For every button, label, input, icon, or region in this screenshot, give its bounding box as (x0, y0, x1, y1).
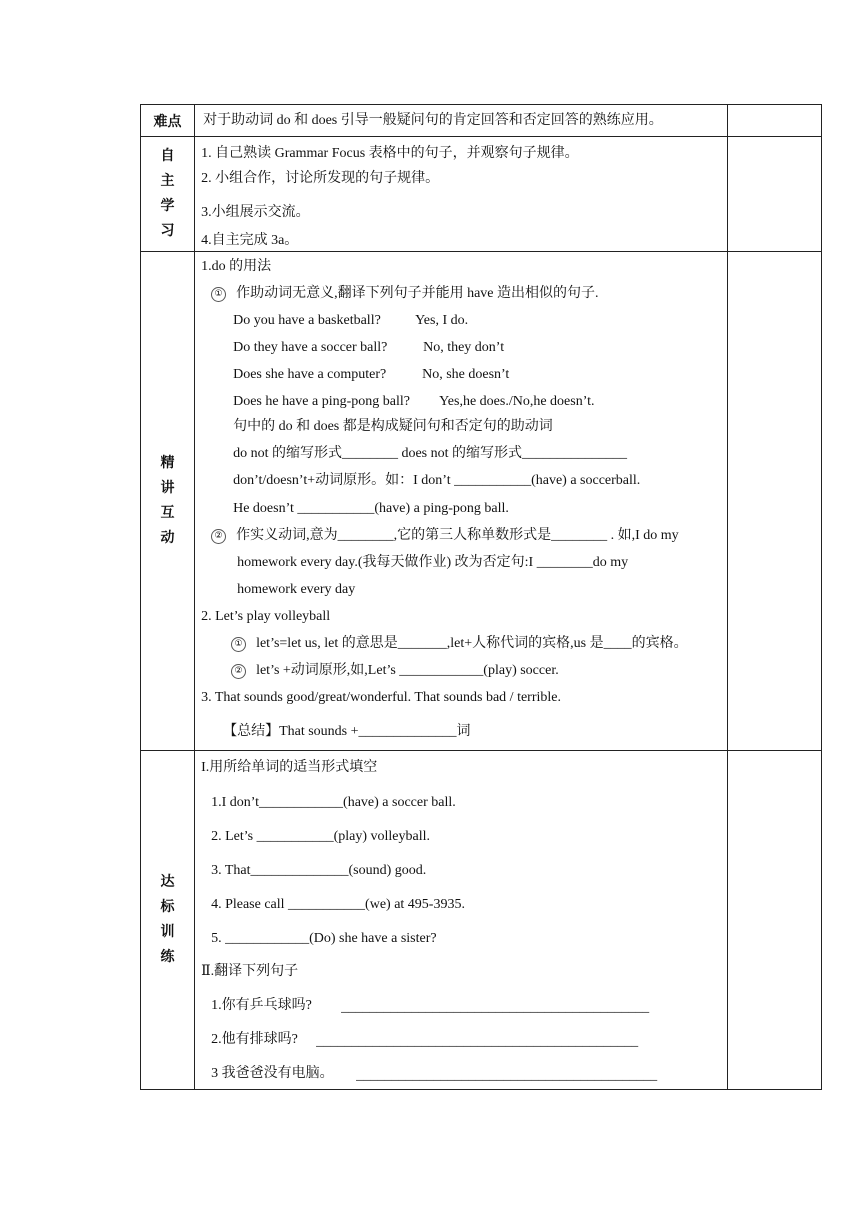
label-self-study: 自 主 学 习 (141, 137, 195, 252)
answer-blank: ____________________________________________ (341, 1000, 650, 1015)
self-study-item: 4.自主完成 3a。 (201, 233, 299, 248)
difficulty-content (195, 105, 728, 137)
note-line: He doesn’t ___________(have) a ping-pong ball. (233, 501, 509, 516)
point-line: ① let’s=let us, let 的意思是_______,let+人称代词的宾格,us 是____的宾格。 (231, 635, 688, 653)
number-marker: ② (211, 529, 226, 544)
answer-blank: ___________________________________________ (356, 1068, 658, 1083)
label-practice: 达 标 训 练 (141, 751, 195, 1090)
example-question: Do they have a soccer ball? (233, 340, 388, 355)
exercise-item: 4. Please call ___________(we) at 495-3935. (211, 897, 465, 912)
self-study-item: 2. 小组合作，讨论所发现的句子规律。 (201, 171, 440, 186)
translate-item: 2.他有排球吗? ______________________________________________ (211, 1032, 639, 1049)
section-title: I.用所给单词的适当形式填空 (201, 760, 378, 775)
example-answer: No, they don’t (423, 340, 505, 355)
row-interaction (141, 252, 822, 751)
note-cell (727, 751, 821, 1090)
label-interaction: 精 讲 互 动 (141, 252, 195, 751)
number-marker: ① (211, 287, 226, 302)
example-answer: Yes,he does./No,he doesn’t. (439, 394, 595, 409)
lesson-table (140, 104, 822, 1090)
difficulty-text: 对于助动词 do 和 does 引导一般疑问句的肯定回答和否定回答的熟练应用。 (203, 113, 663, 128)
row-self-study (141, 137, 822, 252)
point-continuation: homework every day (237, 582, 356, 597)
exercise-item: 5. ____________(Do) she have a sister? (211, 931, 437, 946)
translate-item: 3 我爸爸没有电脑。 ___________________________________________ (211, 1066, 658, 1083)
self-study-item: 3.小组展示交流。 (201, 205, 310, 220)
note-line: do not 的缩写形式________ does not 的缩写形式_______________ (233, 446, 628, 461)
example-answer: Yes, I do. (415, 313, 469, 328)
point-line: ① 作助动词无意义,翻译下列句子并能用 have 造出相似的句子. (211, 285, 598, 303)
section-title: 2. Let’s play volleyball (201, 609, 331, 624)
exercise-item: 1.I don’t____________(have) a soccer ball. (211, 795, 456, 810)
section-title: Ⅱ.翻译下列句子 (201, 964, 299, 979)
answer-blank: ______________________________________________ (316, 1034, 639, 1049)
row-difficulty (141, 105, 822, 137)
point-continuation: homework every day.(我每天做作业) 改为否定句:I ________do my (237, 555, 629, 570)
point-line: ② let’s +动词原形,如,Let’s ____________(play) soccer. (231, 662, 559, 680)
row-practice (141, 751, 822, 1090)
point-line: ② 作实义动词,意为________,它的第三人称单数形式是________ . 如,I do my (211, 527, 679, 545)
example-question: Does he have a ping-pong ball? (233, 394, 410, 409)
label-difficulty: 难点 (141, 105, 195, 137)
note-cell (727, 105, 821, 137)
self-study-content (195, 137, 728, 252)
summary-line: 【总结】That sounds +______________词 (223, 724, 471, 739)
example-question: Do you have a basketball? (233, 313, 381, 328)
number-marker: ① (231, 637, 246, 652)
translate-item: 1.你有乒乓球吗? ____________________________________________ (211, 998, 650, 1015)
section-title: 3. That sounds good/great/wonderful. That sounds bad / terrible. (201, 690, 561, 705)
note-line: don’t/doesn’t+动词原形。如：I don’t ___________(have) a soccerball. (233, 473, 641, 488)
note-line: 句中的 do 和 does 都是构成疑问句和否定句的助动词 (233, 419, 553, 434)
note-cell (727, 252, 821, 751)
example-answer: No, she doesn’t (422, 367, 510, 382)
exercise-item: 3. That______________(sound) good. (211, 863, 427, 878)
number-marker: ② (231, 664, 246, 679)
interaction-content (195, 252, 728, 751)
note-cell (727, 137, 821, 252)
section-title: 1.do 的用法 (201, 259, 272, 274)
example-question: Does she have a computer? (233, 367, 387, 382)
self-study-item: 1. 自己熟读 Grammar Focus 表格中的句子，并观察句子规律。 (201, 146, 579, 161)
practice-content (195, 751, 728, 1090)
exercise-item: 2. Let’s ___________(play) volleyball. (211, 829, 430, 844)
